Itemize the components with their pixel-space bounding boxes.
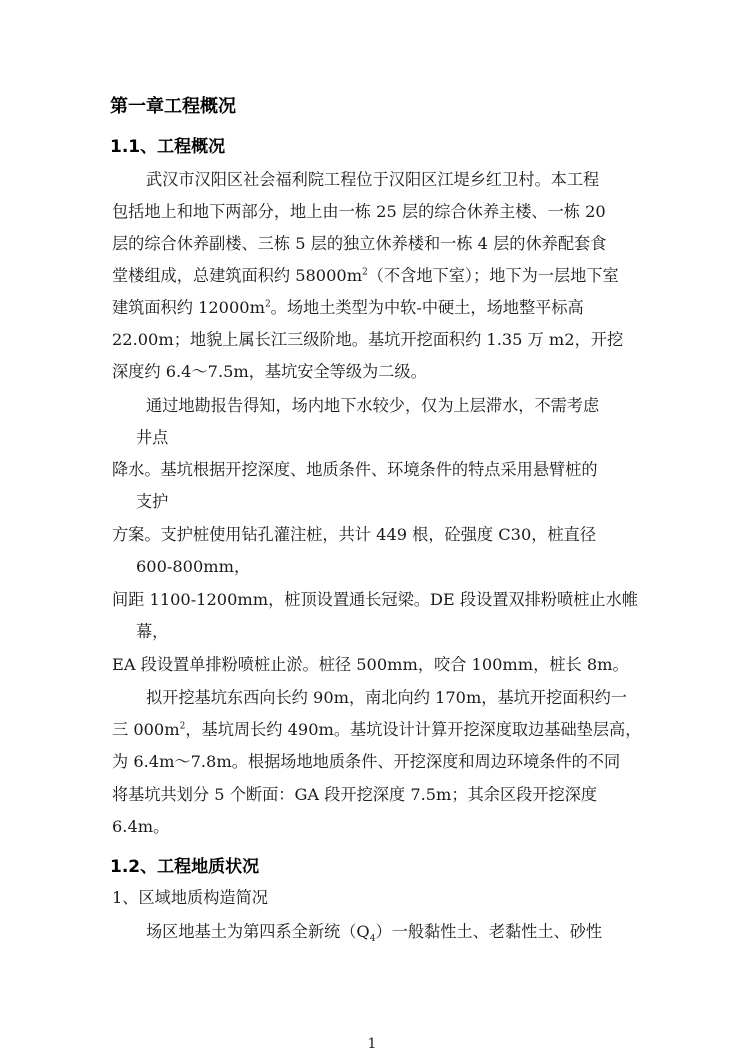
subscript: 4: [369, 934, 376, 945]
page-number: 1: [367, 1036, 377, 1052]
text-line: 层的综合休养副楼、三栋 5 层的独立休养楼和一栋 4 层的休养配套食: [112, 234, 607, 253]
section-heading-1-1: 1.1、工程概况: [110, 137, 226, 157]
list-item: 1、区域地质构造简况: [112, 888, 268, 907]
text-line: 支护: [136, 492, 169, 511]
text-fragment: 堂楼组成，总建筑面积约 58000m: [112, 266, 363, 285]
text-line: 包括地上和地下两部分，地上由一栋 25 层的综合休养主楼、一栋 20: [112, 202, 606, 221]
text-line: EA 段设置单排粉喷桩止淤。桩径 500mm，咬合 100mm，桩长 8m。: [112, 655, 629, 674]
text-line: 6.4m。: [112, 817, 170, 836]
superscript: 2: [362, 267, 368, 278]
text-fragment: ）一般黏性土、老黏性土、砂性: [375, 922, 603, 941]
text-line: [112, 266, 619, 286]
text-line: [112, 720, 641, 740]
text-line: 幕，: [136, 622, 169, 641]
text-fragment: ，基坑周长约 490m。基坑设计计算开挖深度取边基础垫层高，: [185, 720, 642, 739]
text-line: 为 6.4m～7.8m。根据场地地质条件、开挖深度和周边环境条件的不同: [112, 752, 621, 771]
text-fragment: 场区地基土为第四系全新统（Q: [146, 922, 370, 941]
text-line: 间距 1100-1200mm，桩顶设置通长冠梁。DE 段设置双排粉喷桩止水帷: [112, 590, 638, 609]
text-line: [146, 922, 603, 945]
text-fragment: 三 000m: [112, 720, 180, 739]
text-line: 井点: [136, 428, 169, 447]
text-line: 深度约 6.4～7.5m，基坑安全等级为二级。: [112, 362, 427, 381]
text-line: 22.00m；地貌上属长江三级阶地。基坑开挖面积约 1.35 万 m2，开挖: [112, 330, 624, 349]
superscript: 2: [179, 721, 186, 732]
text-line: 拟开挖基坑东西向长约 90m，南北向约 170m，基坑开挖面积约一: [146, 688, 627, 707]
section-heading-1-2: 1.2、工程地质状况: [110, 857, 260, 877]
text-line: 方案。支护桩使用钻孔灌注桩，共计 449 根，砼强度 C30，桩直径: [112, 525, 597, 544]
text-line: 将基坑共划分 5 个断面：GA 段开挖深度 7.5m；其余区段开挖深度: [112, 785, 598, 804]
superscript: 2: [264, 299, 271, 310]
text-fragment: 。场地土类型为中软-中硬土，场地整平标高: [270, 298, 584, 317]
chapter-title: 第一章工程概况: [110, 96, 236, 117]
text-line: 武汉市汉阳区社会福利院工程位于汉阳区江堤乡红卫村。本工程: [146, 170, 600, 189]
text-fragment: （不含地下室）；地下为一层地下室: [367, 266, 619, 285]
text-line: 通过地勘报告得知，场内地下水较少，仅为上层滞水，不需考虑: [146, 396, 600, 415]
text-fragment: 建筑面积约 12000m: [112, 298, 265, 317]
text-line: 600-800mm，: [136, 557, 251, 576]
text-line: 降水。基坑根据开挖深度、地质条件、环境条件的特点采用悬臂桩的: [112, 460, 598, 479]
text-line: [112, 298, 584, 318]
